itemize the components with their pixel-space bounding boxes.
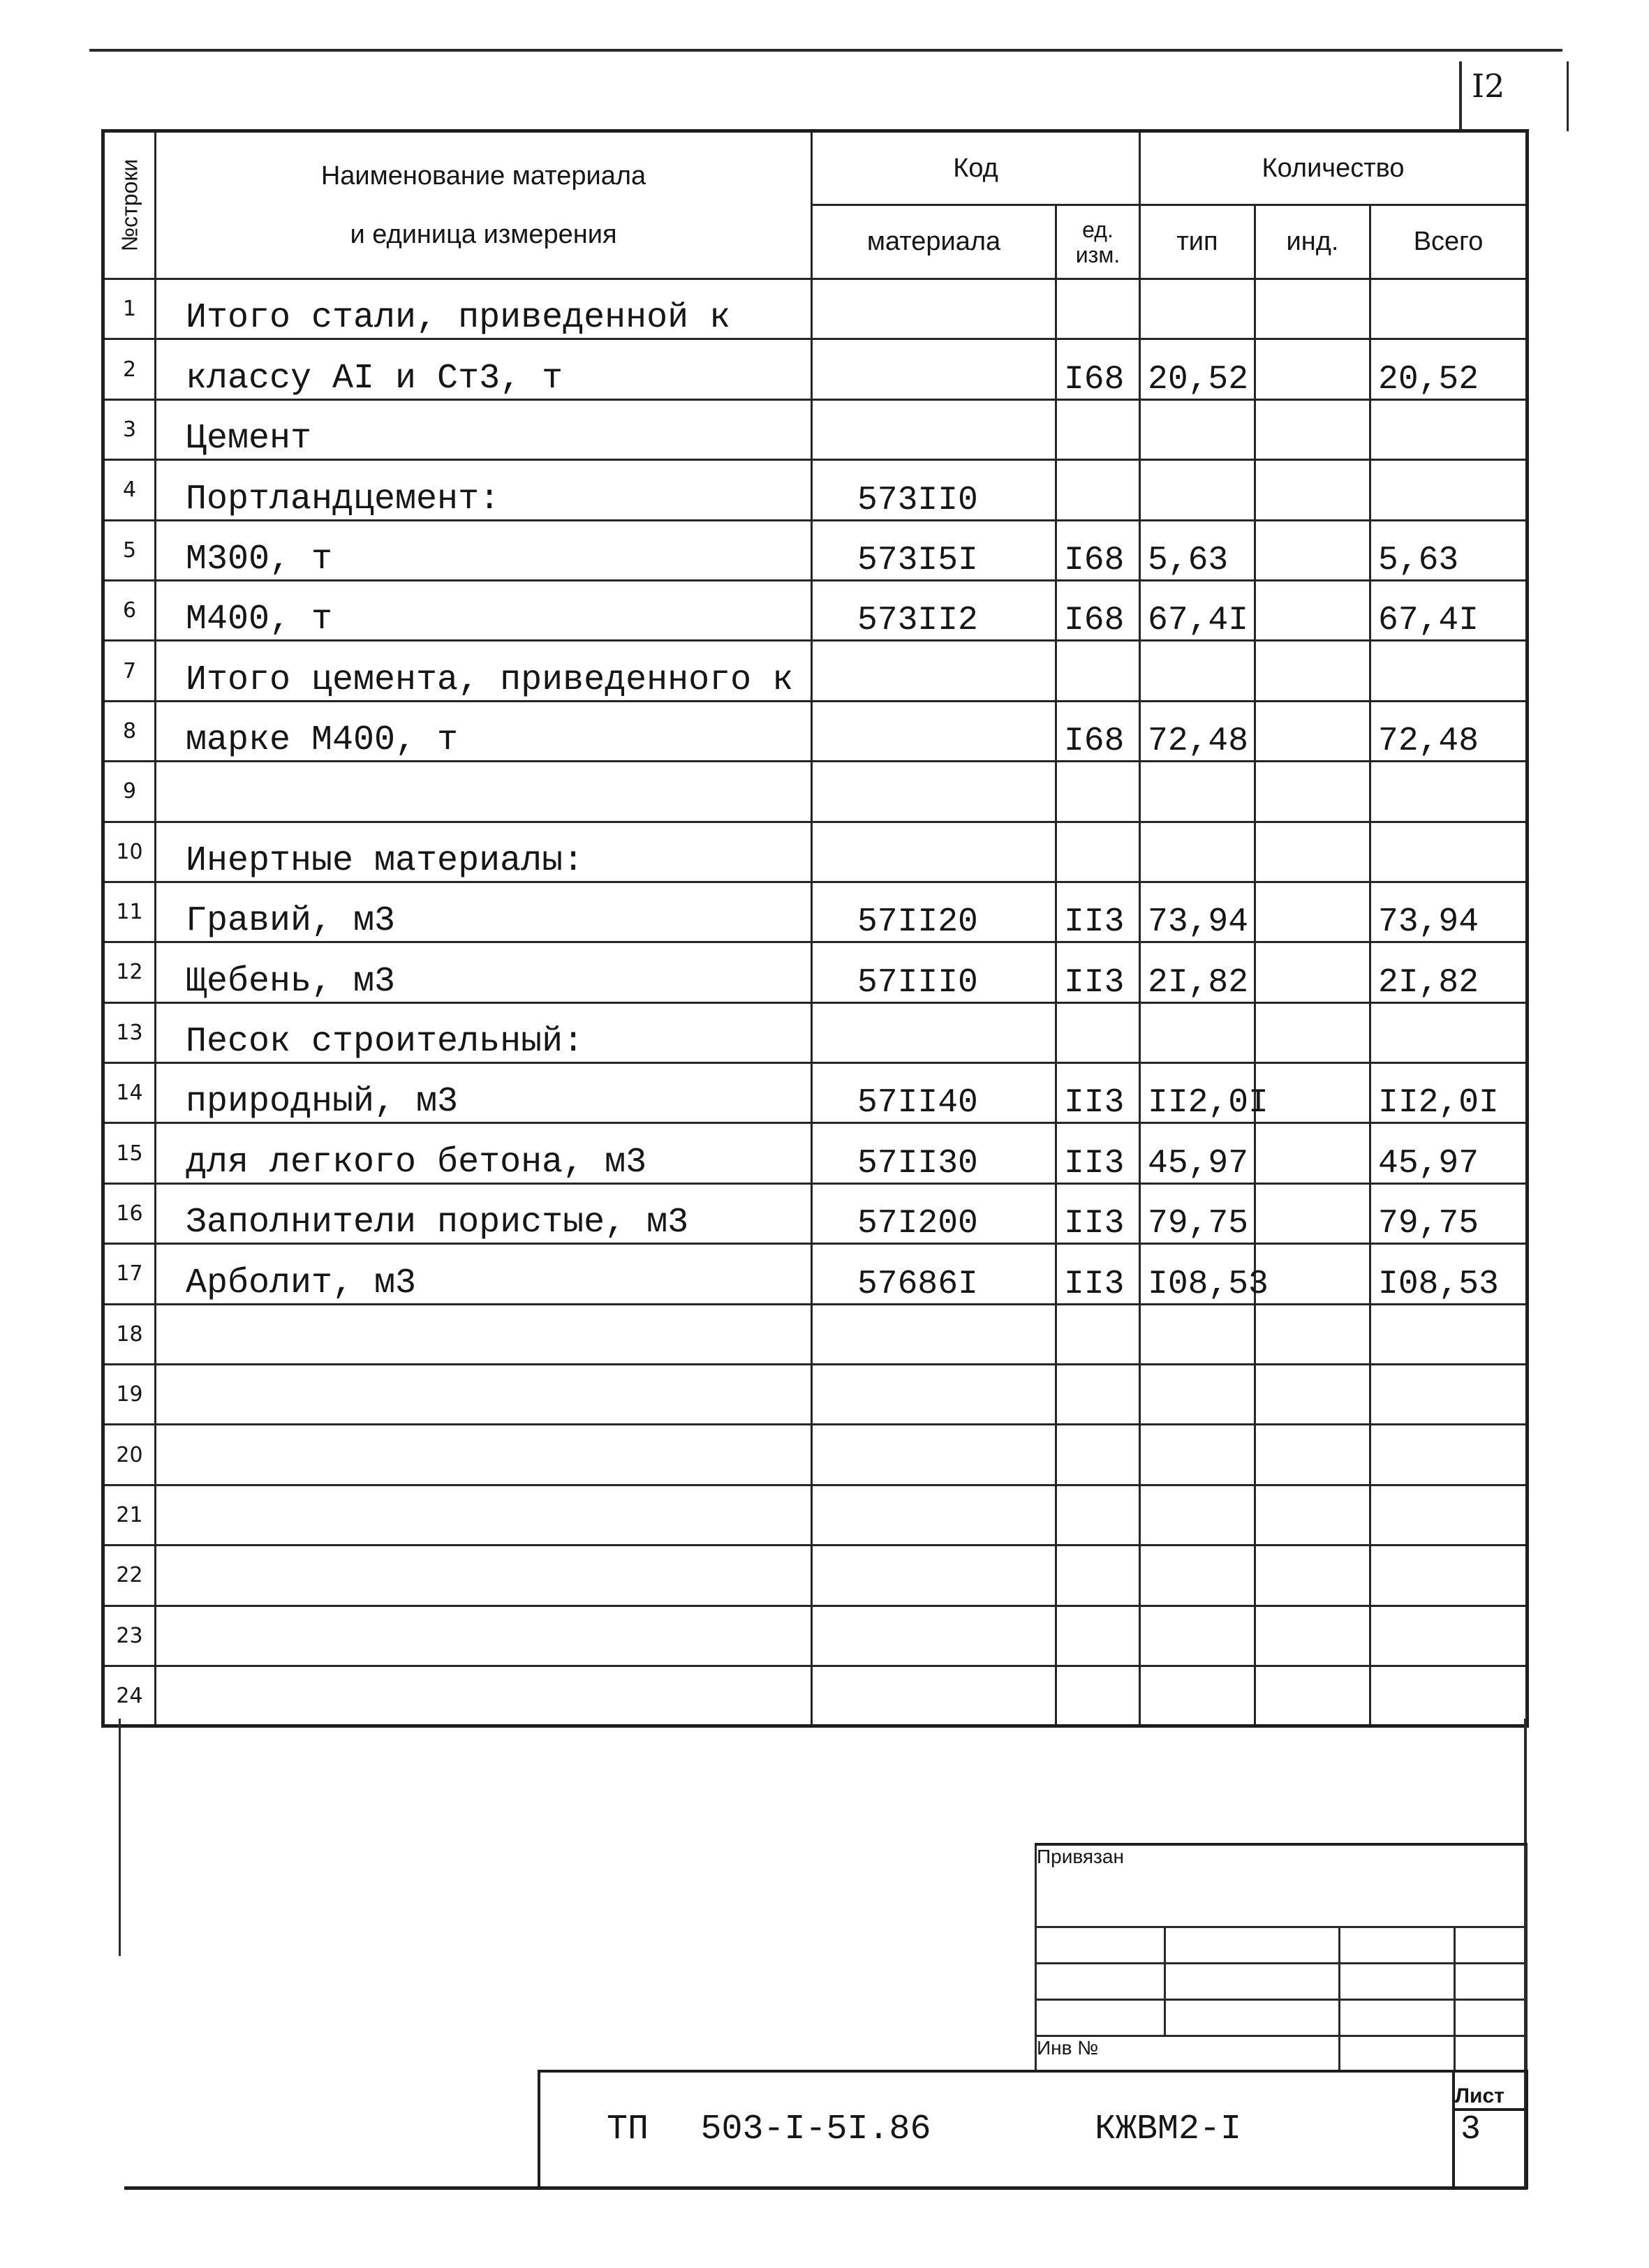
unit-code-cell: II3 [1056, 1123, 1140, 1183]
unit-header-line2: изм. [1075, 242, 1121, 267]
individual-quantity-cell [1255, 1425, 1370, 1485]
total-quantity-cell [1370, 460, 1528, 520]
row-number-cell: 10 [103, 822, 156, 882]
table-row [103, 942, 1528, 1002]
row-number-cell: 23 [103, 1606, 156, 1666]
material-name-cell [156, 1425, 812, 1485]
stamp-row [1036, 1999, 1527, 2036]
stamp-cell [1036, 1999, 1165, 2036]
approval-stamp [1035, 1843, 1528, 2073]
total-quantity-cell [1370, 641, 1528, 701]
table-row [103, 1244, 1528, 1304]
material-name-cell: М400, т [156, 580, 812, 640]
sheet-label: Лист [1455, 2084, 1504, 2107]
total-quantity-cell: I08,53 [1370, 1244, 1528, 1304]
total-quantity-cell: 20,52 [1370, 339, 1528, 399]
table-row [103, 762, 1528, 822]
inventory-cell [1036, 2036, 1340, 2071]
material-name-cell [156, 1485, 812, 1545]
type-quantity-cell: II2,0I [1140, 1063, 1255, 1123]
individual-quantity-cell [1255, 580, 1370, 640]
total-quantity-cell [1370, 1425, 1528, 1485]
stamp-cell [1165, 1963, 1340, 1999]
material-name-cell: Арболит, м3 [156, 1244, 812, 1304]
individual-quantity-cell [1255, 942, 1370, 1002]
stamp-cell [1036, 1963, 1165, 1999]
individual-quantity-cell [1255, 279, 1370, 339]
unit-code-cell [1056, 1485, 1140, 1545]
individual-quantity-cell [1255, 1666, 1370, 1726]
material-name-cell: Портландцемент: [156, 460, 812, 520]
row-number-cell: 24 [103, 1666, 156, 1726]
individual-quantity-cell [1255, 1304, 1370, 1364]
row-number-cell: 12 [103, 942, 156, 1002]
project-number: 503-I-5I.86 [700, 2110, 931, 2149]
row-number-cell: 13 [103, 1002, 156, 1062]
material-code-cell: 573I5I [812, 520, 1056, 580]
row-number-cell: 2 [103, 339, 156, 399]
type-quantity-cell [1140, 1485, 1255, 1545]
title-cell [539, 2071, 1454, 2188]
material-name-cell: Итого цемента, приведенного к [156, 641, 812, 701]
sheet-number-cell [1454, 2110, 1527, 2188]
type-quantity-cell [1140, 399, 1255, 459]
type-quantity-cell: 67,4I [1140, 580, 1255, 640]
name-header [156, 131, 812, 279]
type-quantity-cell [1140, 822, 1255, 882]
row-number-cell: 4 [103, 460, 156, 520]
drawing-code: КЖВМ2-I [1094, 2110, 1242, 2149]
table-row [103, 701, 1528, 761]
total-quantity-cell: 79,75 [1370, 1183, 1528, 1243]
stamp-cell [1165, 1999, 1340, 2036]
table-row [103, 1425, 1528, 1485]
total-quantity-cell [1370, 822, 1528, 882]
stamp-cell [1165, 1927, 1340, 1963]
type-quantity-cell: 79,75 [1140, 1183, 1255, 1243]
material-name-cell: природный, м3 [156, 1063, 812, 1123]
total-quantity-cell [1370, 1666, 1528, 1726]
material-name-cell: Гравий, м3 [156, 882, 812, 942]
total-quantity-cell: 5,63 [1370, 520, 1528, 580]
unit-code-cell [1056, 399, 1140, 459]
material-code-cell [812, 1485, 1056, 1545]
row-number-cell: 17 [103, 1244, 156, 1304]
individual-quantity-cell [1255, 701, 1370, 761]
stamp-row [1036, 1927, 1527, 1963]
quantity-group-header: Количество [1140, 131, 1528, 205]
unit-code-cell [1056, 1304, 1140, 1364]
individual-quantity-cell [1255, 1002, 1370, 1062]
material-code-cell [812, 279, 1056, 339]
material-code-cell [812, 1365, 1056, 1425]
total-quantity-cell: 73,94 [1370, 882, 1528, 942]
total-quantity-cell [1370, 1606, 1528, 1666]
inventory-label: Инв № [1037, 2036, 1099, 2059]
material-code-cell [812, 1606, 1056, 1666]
table-row [103, 1123, 1528, 1183]
unit-code-cell [1056, 1666, 1140, 1726]
type-quantity-cell [1140, 279, 1255, 339]
total-quantity-cell [1370, 1002, 1528, 1062]
type-quantity-cell [1140, 641, 1255, 701]
material-code-cell [812, 1304, 1056, 1364]
unit-code-cell [1056, 460, 1140, 520]
row-number-cell: 18 [103, 1304, 156, 1364]
name-header-line2: и единица измерения [350, 220, 617, 249]
type-quantity-cell [1140, 1304, 1255, 1364]
material-code-cell [812, 1546, 1056, 1606]
type-quantity-cell: I08,53 [1140, 1244, 1255, 1304]
individual-quantity-cell [1255, 882, 1370, 942]
individual-quantity-cell [1255, 399, 1370, 459]
material-code-cell: 57II40 [812, 1063, 1056, 1123]
row-number-cell: 8 [103, 701, 156, 761]
row-number-cell: 5 [103, 520, 156, 580]
bottom-border-line [124, 2186, 1528, 2190]
material-name-cell: марке М400, т [156, 701, 812, 761]
material-code-cell: 573II2 [812, 580, 1056, 640]
material-name-cell: Заполнители пористые, м3 [156, 1183, 812, 1243]
stamp-cell [1340, 1999, 1455, 2036]
individual-header: инд. [1255, 205, 1370, 279]
material-code-cell: 57III0 [812, 942, 1056, 1002]
total-quantity-cell [1370, 399, 1528, 459]
material-code-cell [812, 1425, 1056, 1485]
table-row [103, 460, 1528, 520]
total-quantity-cell [1370, 279, 1528, 339]
type-quantity-cell [1140, 1546, 1255, 1606]
individual-quantity-cell [1255, 1183, 1370, 1243]
individual-quantity-cell [1255, 1123, 1370, 1183]
table-row [103, 1365, 1528, 1425]
unit-code-cell [1056, 762, 1140, 822]
individual-quantity-cell [1255, 460, 1370, 520]
unit-code-cell [1056, 1425, 1140, 1485]
material-code-cell: 57II20 [812, 882, 1056, 942]
material-code-cell [812, 339, 1056, 399]
individual-quantity-cell [1255, 1365, 1370, 1425]
unit-code-cell: II3 [1056, 882, 1140, 942]
series-label: ТП [607, 2110, 649, 2149]
row-number-cell: 22 [103, 1546, 156, 1606]
table-row [103, 1183, 1528, 1243]
table-row [103, 580, 1528, 640]
table-row [103, 339, 1528, 399]
material-code-cell [812, 762, 1056, 822]
type-quantity-cell [1140, 1606, 1255, 1666]
total-quantity-cell [1370, 1365, 1528, 1425]
row-number-cell: 19 [103, 1365, 156, 1425]
code-group-header: Код [812, 131, 1140, 205]
sheet-label-cell [1454, 2071, 1527, 2110]
unit-code-cell [1056, 822, 1140, 882]
unit-code-cell [1056, 641, 1140, 701]
table-row [103, 1002, 1528, 1062]
top-border-line [89, 49, 1562, 52]
material-code-cell [812, 641, 1056, 701]
material-code-header: материала [812, 205, 1056, 279]
individual-quantity-cell [1255, 1485, 1370, 1545]
header-row-1 [103, 131, 1528, 205]
row-number-cell: 15 [103, 1123, 156, 1183]
type-quantity-cell: 72,48 [1140, 701, 1255, 761]
total-quantity-cell: II2,0I [1370, 1063, 1528, 1123]
individual-quantity-cell [1255, 822, 1370, 882]
type-quantity-cell [1140, 1002, 1255, 1062]
type-header: тип [1140, 205, 1255, 279]
type-quantity-cell [1140, 1666, 1255, 1726]
material-name-cell [156, 1304, 812, 1364]
total-quantity-cell: 67,4I [1370, 580, 1528, 640]
stamp-cell [1455, 1927, 1527, 1963]
type-quantity-cell [1140, 762, 1255, 822]
total-header: Всего [1370, 205, 1528, 279]
name-header-line1: Наименование материала [320, 161, 646, 191]
row-number-cell: 6 [103, 580, 156, 640]
total-quantity-cell [1370, 1304, 1528, 1364]
type-quantity-cell [1140, 1365, 1255, 1425]
individual-quantity-cell [1255, 1606, 1370, 1666]
individual-quantity-cell [1255, 1244, 1370, 1304]
material-code-cell: 573II0 [812, 460, 1056, 520]
table-row [103, 1546, 1528, 1606]
table-row [103, 882, 1528, 942]
material-code-cell [812, 1002, 1056, 1062]
individual-quantity-cell [1255, 1063, 1370, 1123]
material-name-cell [156, 1546, 812, 1606]
material-name-cell: Итого стали, приведенной к [156, 279, 812, 339]
material-code-cell: 57I200 [812, 1183, 1056, 1243]
individual-quantity-cell [1255, 762, 1370, 822]
table-row [103, 1063, 1528, 1123]
row-number-cell: 21 [103, 1485, 156, 1545]
unit-header [1056, 205, 1140, 279]
stamp-cell [1340, 1963, 1455, 1999]
stamp-row [1036, 2036, 1527, 2071]
table-row [103, 1485, 1528, 1545]
unit-code-cell: I68 [1056, 580, 1140, 640]
row-number-cell: 1 [103, 279, 156, 339]
material-name-cell [156, 762, 812, 822]
material-code-cell: 57II30 [812, 1123, 1056, 1183]
total-quantity-cell: 72,48 [1370, 701, 1528, 761]
material-code-cell: 57686I [812, 1244, 1056, 1304]
unit-code-cell: I68 [1056, 701, 1140, 761]
unit-code-cell [1056, 1002, 1140, 1062]
row-number-header: №строки [103, 131, 156, 279]
type-quantity-cell: 5,63 [1140, 520, 1255, 580]
unit-code-cell [1056, 1365, 1140, 1425]
title-block [538, 2070, 1528, 2189]
row-number-cell: 20 [103, 1425, 156, 1485]
total-quantity-cell: 2I,82 [1370, 942, 1528, 1002]
material-code-cell [812, 399, 1056, 459]
table-row [103, 1304, 1528, 1364]
material-name-cell: классу AI и Cт3, т [156, 339, 812, 399]
sheet-number: 3 [1461, 2111, 1481, 2149]
material-name-cell: Инертные материалы: [156, 822, 812, 882]
stamp-cell [1340, 1927, 1455, 1963]
row-number-cell: 14 [103, 1063, 156, 1123]
unit-code-cell: I68 [1056, 339, 1140, 399]
unit-code-cell: I68 [1056, 520, 1140, 580]
total-quantity-cell [1370, 762, 1528, 822]
material-name-cell: Цемент [156, 399, 812, 459]
material-name-cell [156, 1365, 812, 1425]
stamp-cell [1455, 2036, 1527, 2071]
attached-cell [1036, 1844, 1527, 1927]
stamp-row [1036, 1844, 1527, 1927]
row-number-cell: 9 [103, 762, 156, 822]
stamp-cell [1036, 1927, 1165, 1963]
stamp-row [1036, 1963, 1527, 1999]
page-number: I2 [1472, 67, 1505, 105]
row-number-cell: 7 [103, 641, 156, 701]
unit-code-cell: II3 [1056, 1244, 1140, 1304]
row-number-cell: 11 [103, 882, 156, 942]
individual-quantity-cell [1255, 641, 1370, 701]
material-code-cell [812, 822, 1056, 882]
unit-code-cell: II3 [1056, 1063, 1140, 1123]
unit-code-cell [1056, 1546, 1140, 1606]
total-quantity-cell: 45,97 [1370, 1123, 1528, 1183]
table-row [103, 1666, 1528, 1726]
type-quantity-cell [1140, 1425, 1255, 1485]
unit-header-line1: ед. [1082, 216, 1114, 242]
materials-table [101, 129, 1529, 1728]
stamp-cell [1455, 1999, 1527, 2036]
material-name-cell: для легкого бетона, м3 [156, 1123, 812, 1183]
material-name-cell [156, 1606, 812, 1666]
stamp-cell [1340, 2036, 1455, 2071]
type-quantity-cell: 45,97 [1140, 1123, 1255, 1183]
type-quantity-cell: 20,52 [1140, 339, 1255, 399]
type-quantity-cell [1140, 460, 1255, 520]
table-body [103, 279, 1528, 1726]
total-quantity-cell [1370, 1485, 1528, 1545]
stamp-cell [1455, 1963, 1527, 1999]
material-name-cell: М300, т [156, 520, 812, 580]
material-name-cell [156, 1666, 812, 1726]
material-code-cell [812, 1666, 1056, 1726]
table-row [103, 520, 1528, 580]
unit-code-cell: II3 [1056, 1183, 1140, 1243]
table-row [103, 399, 1528, 459]
individual-quantity-cell [1255, 1546, 1370, 1606]
unit-code-cell [1056, 279, 1140, 339]
attached-label: Привязан [1037, 1846, 1124, 1867]
individual-quantity-cell [1255, 339, 1370, 399]
unit-code-cell [1056, 1606, 1140, 1666]
material-name-cell: Щебень, м3 [156, 942, 812, 1002]
row-number-cell: 3 [103, 399, 156, 459]
row-number-cell: 16 [103, 1183, 156, 1243]
material-name-cell: Песок строительный: [156, 1002, 812, 1062]
frame-left-line [119, 1719, 121, 1956]
individual-quantity-cell [1255, 520, 1370, 580]
table-row [103, 641, 1528, 701]
total-quantity-cell [1370, 1546, 1528, 1606]
type-quantity-cell: 73,94 [1140, 882, 1255, 942]
table-row [103, 1606, 1528, 1666]
table-row [103, 279, 1528, 339]
unit-code-cell: II3 [1056, 942, 1140, 1002]
material-code-cell [812, 701, 1056, 761]
type-quantity-cell: 2I,82 [1140, 942, 1255, 1002]
table-row [103, 822, 1528, 882]
